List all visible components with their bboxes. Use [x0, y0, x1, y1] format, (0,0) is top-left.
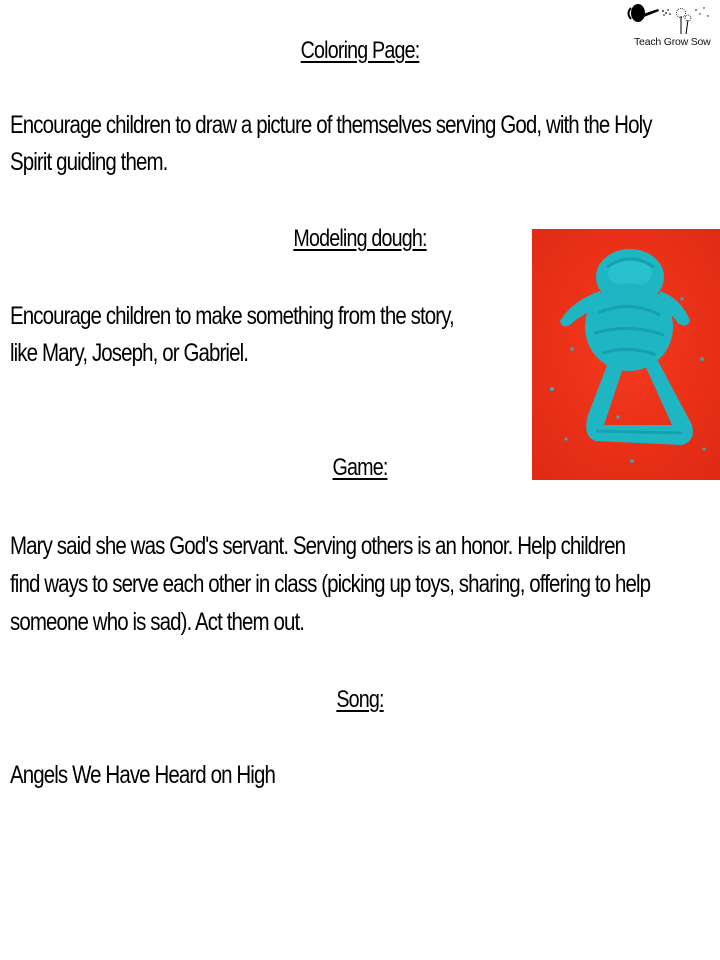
dough-text-line-2: like Mary, Joseph, or Gabriel.: [10, 339, 249, 367]
modeling-dough-photo: [532, 229, 720, 480]
heading-modeling-dough: Modeling dough:: [293, 225, 427, 252]
song-text-line-1: Angels We Have Heard on High: [10, 761, 275, 789]
game-text-line-3: someone who is sad). Act them out.: [10, 608, 305, 636]
coloring-text-line-2: Spirit guiding them.: [10, 148, 168, 176]
heading-song: Song:: [336, 686, 384, 713]
dough-text-line-1: Encourage children to make something from the story,: [10, 302, 454, 330]
game-text-line-2: find ways to serve each other in class (picking up toys, sharing, offering to help: [10, 570, 651, 598]
dough-figure-image: [532, 229, 720, 480]
logo-text: Teach Grow Sow: [634, 36, 711, 48]
coloring-text-line-1: Encourage children to draw a picture of themselves serving God, with the Holy: [10, 111, 652, 139]
game-text-line-1: Mary said she was God's servant. Serving others is an honor. Help children: [10, 532, 626, 560]
heading-coloring-page: Coloring Page:: [300, 37, 420, 64]
heading-game: Game:: [332, 454, 388, 481]
